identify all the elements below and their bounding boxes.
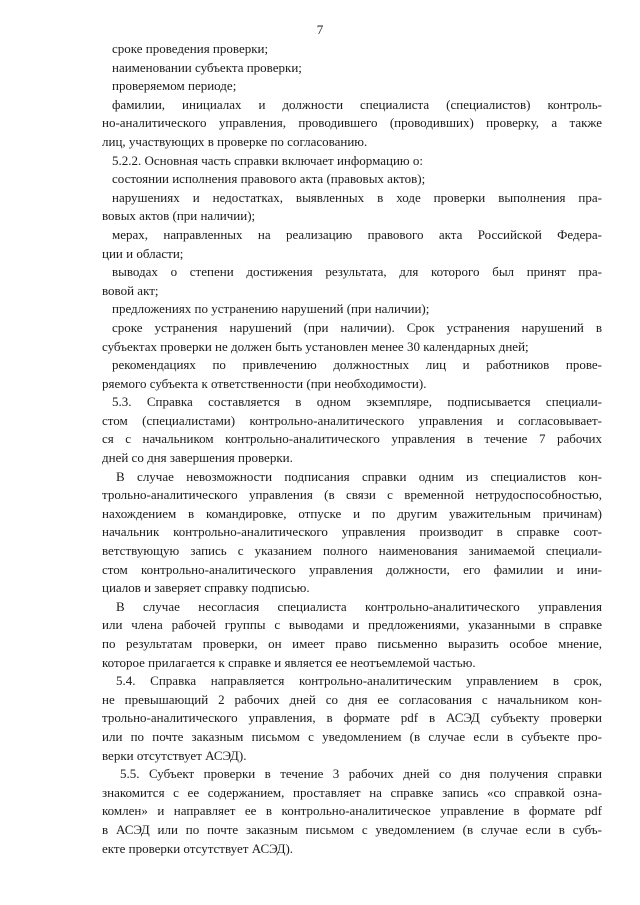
text-line: но-аналитического управления, проводившего (проводивших) проверку, а также xyxy=(102,115,602,131)
text-line: в АСЭД или по почте заказным письмом с уведомлением (в случае если в субъ- xyxy=(102,821,602,837)
text-line: В случае несогласия специалиста контрольно-аналитического управления xyxy=(116,598,602,614)
text-line: верки отсутствует АСЭД). xyxy=(102,747,247,763)
text-line: или члена рабочей группы с выводами и предложениями, указанными в справке xyxy=(102,617,602,633)
text-line: предложениях по устранению нарушений (при наличии); xyxy=(112,301,430,317)
text-line: по результатам проверки, он имеет право письменно выразить особое мнение, xyxy=(102,636,602,651)
text-line: 5.4. Справка направляется контрольно-аналитическим управлением в срок, xyxy=(116,673,602,689)
text-line: вовых актов (при наличии); xyxy=(102,208,256,224)
text-line: нахождением в командировке, отпуске и по другим уважительным причинам) xyxy=(102,505,602,521)
text-line: фамилии, инициалах и должности специалиста (специалистов) контроль- xyxy=(112,96,602,112)
text-line: состоянии исполнения правового акта (правовых актов); xyxy=(112,171,426,187)
text-line: сроке устранения нарушений (при наличии). Срок устранения нарушений в xyxy=(112,319,602,335)
text-line: ции и области; xyxy=(102,245,184,261)
text-line: проверяемом периоде; xyxy=(112,78,237,94)
text-line: выводах о степени достижения результата, для которого был принят пра- xyxy=(112,264,602,280)
text-line: стом (специалистами) контрольно-аналитического управления и согласовывает- xyxy=(102,412,602,428)
text-line: вовой акт; xyxy=(102,282,159,298)
text-line: ветствующую запись с указанием полного наименования занимаемой специали- xyxy=(102,543,602,559)
text-line: ся с начальником контрольно-аналитического управления в течение 7 рабочих xyxy=(102,431,602,447)
text-line: трольно-аналитического управления (в связи с временной нетрудоспособностью, xyxy=(102,487,602,503)
text-line: сроке проведения проверки; xyxy=(112,41,269,56)
text-line: субъектах проверки не должен быть установлен менее 30 календарных дней; xyxy=(102,338,529,354)
text-line: или по почте заказным письмом с уведомлением (в случае если в субъекте про- xyxy=(102,728,602,744)
text-line: которое прилагается к справке и является ее неотъемлемой частью. xyxy=(102,654,476,670)
text-line: 5.3. Справка составляется в одном экземпляре, подписывается специали- xyxy=(112,394,602,410)
page-number: 7 xyxy=(316,22,324,37)
document-body xyxy=(102,40,602,858)
text-line: мерах, направленных на реализацию правового акта Российской Федера- xyxy=(112,226,602,242)
text-line: нарушениях и недостатках, выявленных в ходе проверки выполнения пра- xyxy=(112,189,602,205)
text-line: 5.2.2. Основная часть справки включает информацию о: xyxy=(112,152,424,168)
text-line: екте проверки отсутствует АСЭД). xyxy=(102,840,294,856)
text-line: лиц, участвующих в проверке по согласованию. xyxy=(102,133,368,149)
text-line: стом контрольно-аналитического управления должности, его фамилии и ини- xyxy=(102,561,602,577)
text-line: В случае невозможности подписания справки одним из специалистов кон- xyxy=(116,468,602,484)
text-line: комлен» и направляет ее в контрольно-аналитическое управление в формате pdf xyxy=(102,803,602,819)
text-line: циалов и заверяет справку подписью. xyxy=(102,580,310,596)
text-line: наименовании субъекта проверки; xyxy=(112,59,302,75)
text-line: не превышающий 2 рабочих дней со дня ее согласования с начальником кон- xyxy=(102,691,602,707)
text-line: ряемого субъекта к ответственности (при необходимости). xyxy=(102,375,427,391)
text-line: трольно-аналитического управления, в формате pdf в АСЭД субъекту проверки xyxy=(102,710,602,726)
text-line: дней со дня завершения проверки. xyxy=(102,450,293,466)
text-line: знакомится с ее содержанием, проставляет на справке запись «со справкой озна- xyxy=(102,784,602,800)
text-line: 5.5. Субъект проверки в течение 3 рабочих дней со дня получения справки xyxy=(120,766,602,782)
text-line: рекомендациях по привлечению должностных лиц и работников прове- xyxy=(112,357,602,373)
text-line: начальник контрольно-аналитического управления производит в справке соот- xyxy=(102,524,602,540)
